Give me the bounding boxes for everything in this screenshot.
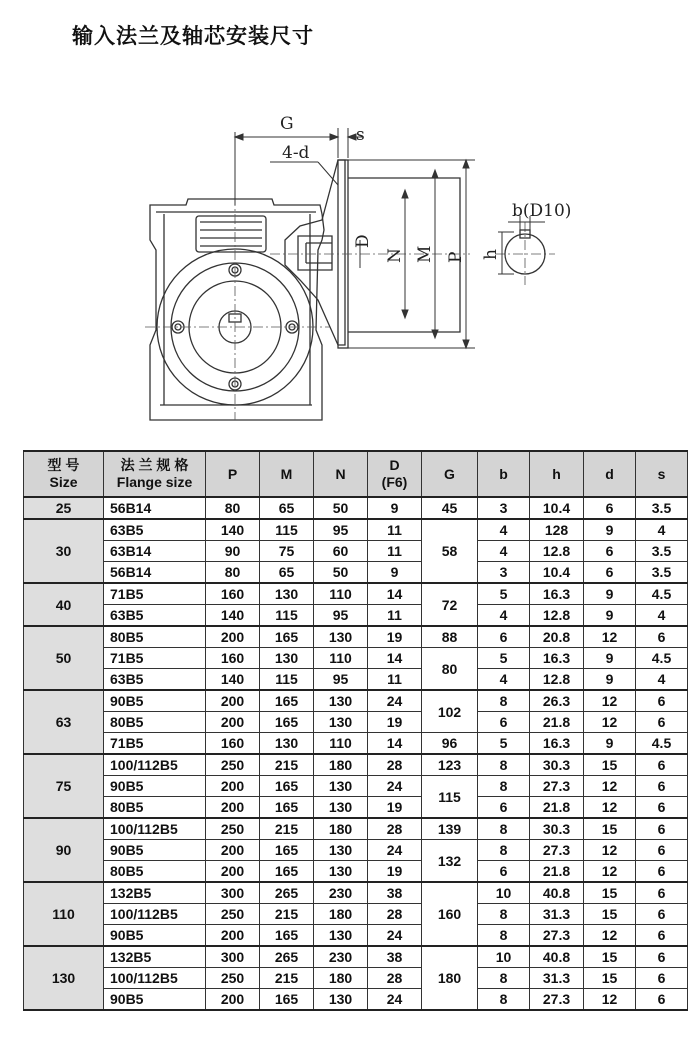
- cell-size: 63: [24, 690, 104, 754]
- cell-d: 12: [584, 690, 636, 712]
- cell-D: 24: [368, 776, 422, 797]
- header-h: h: [530, 451, 584, 497]
- header-P: P: [206, 451, 260, 497]
- cell-d: 6: [584, 562, 636, 584]
- cell-h: 16.3: [530, 583, 584, 605]
- cell-b: 8: [478, 690, 530, 712]
- cell-b: 6: [478, 797, 530, 819]
- cell-h: 20.8: [530, 626, 584, 648]
- cell-G: 72: [422, 583, 478, 626]
- cell-D: 38: [368, 882, 422, 904]
- table-row: [24, 776, 688, 797]
- cell-b: 6: [478, 712, 530, 733]
- cell-s: 4: [636, 669, 688, 691]
- table-row: [24, 904, 688, 925]
- cell-size: 110: [24, 882, 104, 946]
- cell-flange: 132B5: [104, 946, 206, 968]
- cell-P: 200: [206, 797, 260, 819]
- cell-G: 102: [422, 690, 478, 733]
- flange-size-table: [23, 450, 688, 1011]
- cell-h: 21.8: [530, 861, 584, 883]
- cell-N: 230: [314, 946, 368, 968]
- cell-d: 15: [584, 882, 636, 904]
- cell-G: 139: [422, 818, 478, 840]
- cell-s: 4: [636, 605, 688, 627]
- table-row: [24, 925, 688, 947]
- header-N: N: [314, 451, 368, 497]
- table-row: [24, 968, 688, 989]
- cell-P: 200: [206, 712, 260, 733]
- table-row: [24, 797, 688, 819]
- cell-N: 130: [314, 925, 368, 947]
- cell-s: 6: [636, 968, 688, 989]
- cell-d: 12: [584, 989, 636, 1011]
- cell-b: 6: [478, 626, 530, 648]
- cell-s: 6: [636, 882, 688, 904]
- cell-h: 27.3: [530, 776, 584, 797]
- cell-d: 15: [584, 754, 636, 776]
- cell-M: 215: [260, 818, 314, 840]
- table-row: [24, 626, 688, 648]
- cell-N: 130: [314, 861, 368, 883]
- cell-D: 11: [368, 519, 422, 541]
- cell-b: 8: [478, 818, 530, 840]
- cell-d: 15: [584, 904, 636, 925]
- cell-G: 45: [422, 497, 478, 519]
- cell-M: 165: [260, 690, 314, 712]
- cell-b: 8: [478, 840, 530, 861]
- cell-M: 165: [260, 989, 314, 1011]
- cell-h: 12.8: [530, 605, 584, 627]
- cell-d: 9: [584, 648, 636, 669]
- cell-d: 12: [584, 840, 636, 861]
- cell-D: 24: [368, 840, 422, 861]
- label-N: N: [385, 248, 405, 263]
- cell-N: 180: [314, 968, 368, 989]
- cell-N: 130: [314, 840, 368, 861]
- cell-s: 6: [636, 626, 688, 648]
- cell-D: 28: [368, 754, 422, 776]
- cell-M: 75: [260, 541, 314, 562]
- label-D: D: [353, 234, 373, 248]
- cell-M: 215: [260, 968, 314, 989]
- cell-h: 30.3: [530, 754, 584, 776]
- cell-G: 160: [422, 882, 478, 946]
- cell-flange: 63B14: [104, 541, 206, 562]
- cell-d: 9: [584, 583, 636, 605]
- table-row: [24, 605, 688, 627]
- table-row: [24, 882, 688, 904]
- cell-G: 80: [422, 648, 478, 691]
- cell-b: 5: [478, 733, 530, 755]
- cell-flange: 80B5: [104, 797, 206, 819]
- cell-h: 26.3: [530, 690, 584, 712]
- cell-b: 4: [478, 519, 530, 541]
- table-row: [24, 583, 688, 605]
- cell-flange: 71B5: [104, 648, 206, 669]
- cell-size: 90: [24, 818, 104, 882]
- cell-D: 9: [368, 562, 422, 584]
- cell-h: 31.3: [530, 968, 584, 989]
- header-M: M: [260, 451, 314, 497]
- cell-N: 130: [314, 712, 368, 733]
- cell-s: 6: [636, 754, 688, 776]
- cell-flange: 71B5: [104, 733, 206, 755]
- input-hub: [285, 160, 345, 345]
- cell-size: 30: [24, 519, 104, 583]
- cell-D: 14: [368, 583, 422, 605]
- cell-M: 165: [260, 712, 314, 733]
- cell-s: 4.5: [636, 733, 688, 755]
- cell-D: 24: [368, 989, 422, 1011]
- cell-P: 160: [206, 733, 260, 755]
- cell-size: 75: [24, 754, 104, 818]
- cell-G: 180: [422, 946, 478, 1010]
- cell-s: 4.5: [636, 648, 688, 669]
- cell-M: 65: [260, 497, 314, 519]
- cell-G: 115: [422, 776, 478, 819]
- cell-b: 3: [478, 562, 530, 584]
- cell-M: 130: [260, 648, 314, 669]
- cell-d: 12: [584, 776, 636, 797]
- header-G: G: [422, 451, 478, 497]
- cell-h: 10.4: [530, 497, 584, 519]
- cell-D: 28: [368, 818, 422, 840]
- header-size: 型 号 Size: [24, 451, 104, 497]
- cell-h: 21.8: [530, 712, 584, 733]
- cell-G: 132: [422, 840, 478, 883]
- cell-d: 9: [584, 669, 636, 691]
- cell-d: 9: [584, 733, 636, 755]
- cell-h: 21.8: [530, 797, 584, 819]
- cell-b: 10: [478, 882, 530, 904]
- table-row: [24, 818, 688, 840]
- cell-N: 110: [314, 733, 368, 755]
- cell-D: 11: [368, 605, 422, 627]
- cell-D: 24: [368, 925, 422, 947]
- table-row: [24, 690, 688, 712]
- cell-P: 200: [206, 840, 260, 861]
- cell-h: 30.3: [530, 818, 584, 840]
- label-b-d10: b(D10): [512, 201, 572, 221]
- cell-d: 12: [584, 626, 636, 648]
- cell-M: 165: [260, 797, 314, 819]
- cell-s: 4.5: [636, 583, 688, 605]
- cell-size: 40: [24, 583, 104, 626]
- cell-d: 12: [584, 712, 636, 733]
- cell-h: 128: [530, 519, 584, 541]
- cell-N: 130: [314, 776, 368, 797]
- cell-P: 250: [206, 968, 260, 989]
- cell-M: 265: [260, 882, 314, 904]
- cell-flange: 80B5: [104, 712, 206, 733]
- cell-s: 6: [636, 925, 688, 947]
- cell-h: 27.3: [530, 989, 584, 1011]
- cell-M: 165: [260, 925, 314, 947]
- cell-h: 16.3: [530, 648, 584, 669]
- cell-N: 50: [314, 562, 368, 584]
- cell-b: 5: [478, 648, 530, 669]
- cell-s: 6: [636, 776, 688, 797]
- cell-flange: 56B14: [104, 497, 206, 519]
- cell-s: 3.5: [636, 562, 688, 584]
- cell-b: 8: [478, 904, 530, 925]
- table-row: [24, 840, 688, 861]
- cell-P: 140: [206, 519, 260, 541]
- cell-N: 130: [314, 690, 368, 712]
- cell-P: 200: [206, 776, 260, 797]
- label-s: s: [356, 125, 365, 145]
- cell-N: 230: [314, 882, 368, 904]
- cell-P: 200: [206, 925, 260, 947]
- cell-P: 80: [206, 562, 260, 584]
- cell-P: 300: [206, 882, 260, 904]
- cell-M: 165: [260, 626, 314, 648]
- cell-N: 130: [314, 626, 368, 648]
- cell-h: 27.3: [530, 840, 584, 861]
- housing-inner: [156, 212, 316, 405]
- cell-G: 96: [422, 733, 478, 755]
- cell-D: 38: [368, 946, 422, 968]
- cell-D: 11: [368, 669, 422, 691]
- cell-flange: 90B5: [104, 989, 206, 1011]
- table-row: [24, 648, 688, 669]
- cell-G: 88: [422, 626, 478, 648]
- cell-flange: 100/112B5: [104, 818, 206, 840]
- cell-M: 115: [260, 669, 314, 691]
- cell-G: 58: [422, 519, 478, 583]
- table-row: [24, 519, 688, 541]
- cell-N: 180: [314, 818, 368, 840]
- table-row: [24, 754, 688, 776]
- housing-fins: [200, 222, 262, 246]
- cell-d: 6: [584, 497, 636, 519]
- cell-M: 215: [260, 904, 314, 925]
- cell-P: 300: [206, 946, 260, 968]
- cell-b: 8: [478, 968, 530, 989]
- cell-s: 4: [636, 519, 688, 541]
- table-row: [24, 497, 688, 519]
- cell-s: 6: [636, 690, 688, 712]
- cell-N: 50: [314, 497, 368, 519]
- cell-M: 65: [260, 562, 314, 584]
- cell-size: 130: [24, 946, 104, 1010]
- cell-d: 12: [584, 925, 636, 947]
- cell-h: 31.3: [530, 904, 584, 925]
- cell-flange: 90B5: [104, 690, 206, 712]
- cell-b: 4: [478, 669, 530, 691]
- cell-b: 8: [478, 776, 530, 797]
- table-row: [24, 989, 688, 1011]
- cell-P: 250: [206, 818, 260, 840]
- cell-b: 8: [478, 754, 530, 776]
- cell-flange: 71B5: [104, 583, 206, 605]
- cell-D: 19: [368, 626, 422, 648]
- label-h: h: [481, 249, 501, 260]
- cell-M: 130: [260, 583, 314, 605]
- cell-N: 95: [314, 605, 368, 627]
- cell-b: 4: [478, 541, 530, 562]
- cell-P: 250: [206, 904, 260, 925]
- cell-b: 5: [478, 583, 530, 605]
- cell-flange: 100/112B5: [104, 968, 206, 989]
- cell-h: 16.3: [530, 733, 584, 755]
- cell-d: 9: [584, 519, 636, 541]
- cell-N: 180: [314, 904, 368, 925]
- cell-flange: 100/112B5: [104, 754, 206, 776]
- cell-h: 12.8: [530, 541, 584, 562]
- cell-P: 200: [206, 626, 260, 648]
- cell-s: 6: [636, 989, 688, 1011]
- cell-N: 95: [314, 669, 368, 691]
- cell-d: 15: [584, 818, 636, 840]
- header-D: D (F6): [368, 451, 422, 497]
- cell-P: 200: [206, 690, 260, 712]
- cell-h: 27.3: [530, 925, 584, 947]
- cell-D: 19: [368, 861, 422, 883]
- cell-b: 10: [478, 946, 530, 968]
- cell-size: 50: [24, 626, 104, 690]
- cell-D: 19: [368, 712, 422, 733]
- cell-s: 3.5: [636, 541, 688, 562]
- cell-flange: 90B5: [104, 925, 206, 947]
- header-b: b: [478, 451, 530, 497]
- label-P: P: [446, 251, 466, 263]
- cell-h: 40.8: [530, 946, 584, 968]
- cell-flange: 132B5: [104, 882, 206, 904]
- cell-d: 6: [584, 541, 636, 562]
- cell-G: 123: [422, 754, 478, 776]
- cell-M: 130: [260, 733, 314, 755]
- cell-P: 90: [206, 541, 260, 562]
- cell-P: 200: [206, 861, 260, 883]
- cell-flange: 63B5: [104, 605, 206, 627]
- cell-N: 130: [314, 989, 368, 1011]
- cell-d: 9: [584, 605, 636, 627]
- table-row: [24, 733, 688, 755]
- table-row: [24, 669, 688, 691]
- page-title: 输入法兰及轴芯安装尺寸: [72, 24, 314, 48]
- cell-D: 24: [368, 690, 422, 712]
- cell-P: 140: [206, 669, 260, 691]
- cell-M: 115: [260, 605, 314, 627]
- cell-M: 215: [260, 754, 314, 776]
- cell-M: 265: [260, 946, 314, 968]
- cell-M: 165: [260, 840, 314, 861]
- header-d: d: [584, 451, 636, 497]
- table-row: [24, 562, 688, 584]
- cell-s: 6: [636, 840, 688, 861]
- cell-P: 200: [206, 989, 260, 1011]
- cell-D: 14: [368, 648, 422, 669]
- cell-P: 160: [206, 583, 260, 605]
- cell-N: 110: [314, 648, 368, 669]
- cell-b: 8: [478, 989, 530, 1011]
- cell-D: 28: [368, 904, 422, 925]
- cell-b: 4: [478, 605, 530, 627]
- header-s: s: [636, 451, 688, 497]
- cell-P: 250: [206, 754, 260, 776]
- cell-s: 6: [636, 904, 688, 925]
- cell-s: 6: [636, 818, 688, 840]
- table-body: [24, 497, 688, 1010]
- cell-N: 95: [314, 519, 368, 541]
- label-M: M: [415, 245, 435, 263]
- cell-d: 12: [584, 797, 636, 819]
- table-header-row: [24, 451, 688, 497]
- cell-flange: 90B5: [104, 776, 206, 797]
- cell-s: 6: [636, 712, 688, 733]
- cell-size: 25: [24, 497, 104, 519]
- cell-flange: 100/112B5: [104, 904, 206, 925]
- cell-s: 6: [636, 946, 688, 968]
- cell-d: 12: [584, 861, 636, 883]
- cell-N: 180: [314, 754, 368, 776]
- cell-flange: 80B5: [104, 626, 206, 648]
- cell-b: 3: [478, 497, 530, 519]
- cell-P: 160: [206, 648, 260, 669]
- cell-flange: 63B5: [104, 669, 206, 691]
- cell-M: 165: [260, 861, 314, 883]
- cell-N: 110: [314, 583, 368, 605]
- cell-D: 19: [368, 797, 422, 819]
- table-row: [24, 861, 688, 883]
- cell-flange: 63B5: [104, 519, 206, 541]
- cell-D: 11: [368, 541, 422, 562]
- cell-b: 8: [478, 925, 530, 947]
- cell-h: 40.8: [530, 882, 584, 904]
- label-G: G: [280, 114, 294, 134]
- cell-h: 12.8: [530, 669, 584, 691]
- cell-d: 15: [584, 946, 636, 968]
- cell-D: 9: [368, 497, 422, 519]
- cell-s: 3.5: [636, 497, 688, 519]
- label-4-d: 4-d: [282, 143, 310, 163]
- cell-P: 80: [206, 497, 260, 519]
- cell-d: 15: [584, 968, 636, 989]
- cell-M: 165: [260, 776, 314, 797]
- cell-D: 14: [368, 733, 422, 755]
- cell-s: 6: [636, 861, 688, 883]
- flange-dimension-drawing: [0, 0, 700, 440]
- table-row: [24, 946, 688, 968]
- header-flange: 法 兰 规 格 Flange size: [104, 451, 206, 497]
- cell-N: 130: [314, 797, 368, 819]
- table-row: [24, 541, 688, 562]
- cell-N: 60: [314, 541, 368, 562]
- cell-s: 6: [636, 797, 688, 819]
- cell-b: 6: [478, 861, 530, 883]
- cell-flange: 80B5: [104, 861, 206, 883]
- cell-flange: 56B14: [104, 562, 206, 584]
- cell-h: 10.4: [530, 562, 584, 584]
- cell-P: 140: [206, 605, 260, 627]
- cell-D: 28: [368, 968, 422, 989]
- cell-flange: 90B5: [104, 840, 206, 861]
- table-row: [24, 712, 688, 733]
- cell-M: 115: [260, 519, 314, 541]
